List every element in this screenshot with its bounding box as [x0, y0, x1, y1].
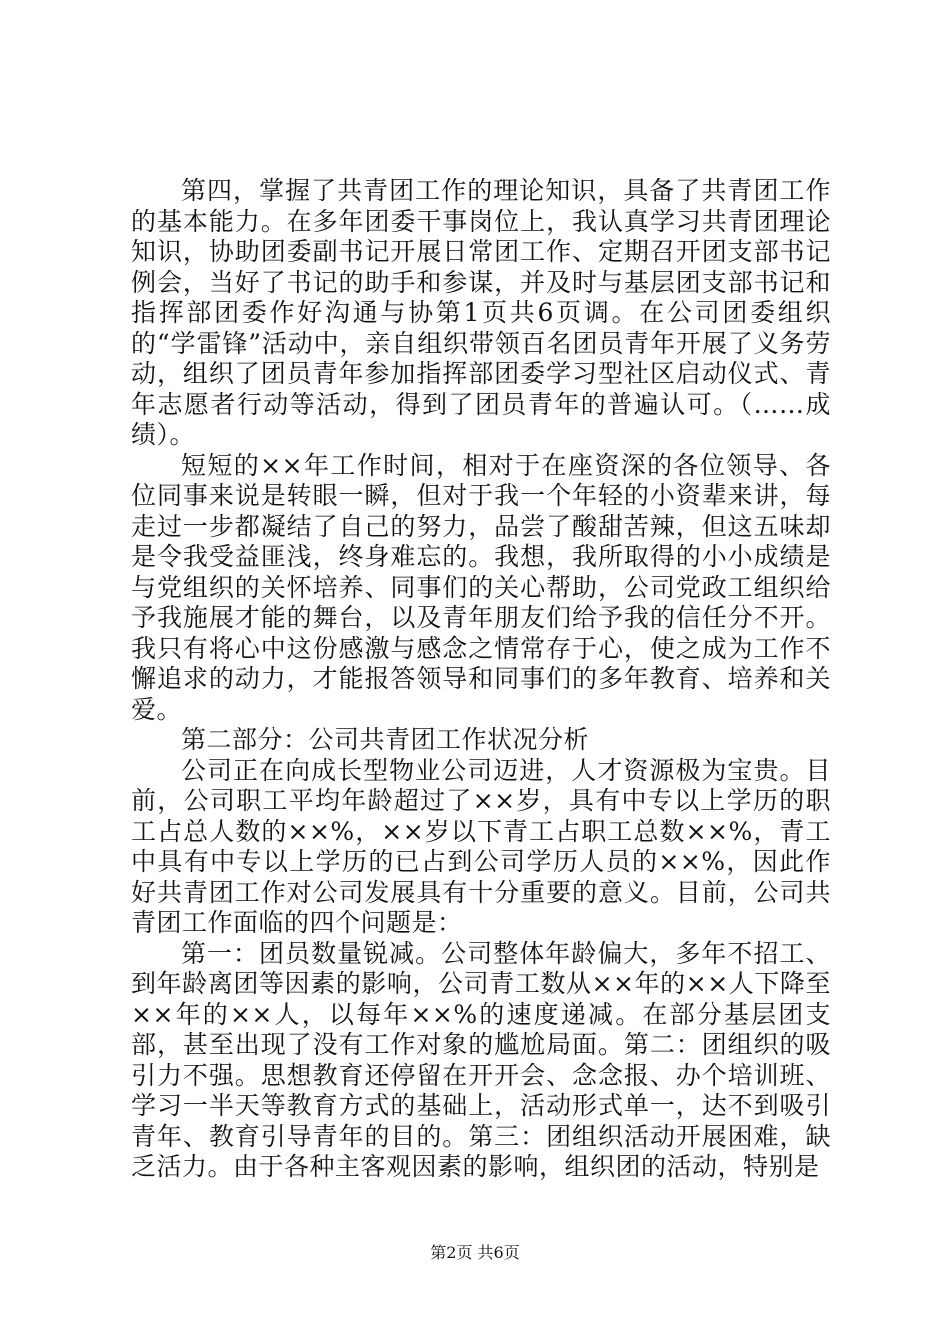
paragraph-achievement-four: 第四，掌握了共青团工作的理论知识，具备了共青团工作的基本能力。在多年团委干事岗位上，我认真学习共青团理论知识，协助团委副书记开展日常团工作、定期召开团支部书记例会，当好了书记的助手和参谋，并及时与基层团支部书记和指挥部团委作好沟通与协第1页共6页调。在公司团委组织的“学雷锋”活动中，亲自组织带领百名团员青年开展了义务劳动，组织了团员青年参加指挥部团委学习型社区启动仪式、青年志愿者行动等活动，得到了团员青年的普遍认可。（……成绩）。 [131, 176, 831, 449]
document-body [131, 176, 831, 1183]
paragraph-gratitude: 短短的××年工作时间，相对于在座资深的各位领导、各位同事来说是转眼一瞬，但对于我一个年轻的小资辈来讲，每走过一步都凝结了自己的努力，品尝了酸甜苦辣，但这五味却是令我受益匪浅，终身难忘的。我想，我所取得的小小成绩是与党组织的关怀培养、同事们的关心帮助，公司党政工组织给予我施展才能的舞台，以及青年朋友们给予我的信任分不开。我只有将心中这份感激与感念之情常存于心，使之成为工作不懈追求的动力，才能报答领导和同事们的多年教育、培养和关爱。 [131, 450, 831, 724]
page-footer: 第2页 共6页 [430, 1243, 520, 1262]
paragraph-problems: 第一：团员数量锐减。公司整体年龄偏大，多年不招工、到年龄离团等因素的影响，公司青工数从××年的××人下降至××年的××人，以每年××%的速度递减。在部分基层团支部，甚至出现了没有工作对象的尴尬局面。第二：团组织的吸引力不强。思想教育还停留在开开会、念念报、办个培训班、学习一半天等教育方式的基础上，活动形式单一，达不到吸引青年、教育引导青年的目的。第三：团组织活动开展困难，缺乏活力。由于各种主客观因素的影响，组织团的活动，特别是 [131, 938, 831, 1181]
section-heading-part-two: 第二部分：公司共青团工作状况分析 [181, 725, 590, 754]
paragraph-company-overview: 公司正在向成长型物业公司迈进，人才资源极为宝贵。目前，公司职工平均年龄超过了××岁，具有中专以上学历的职工占总人数的××%，××岁以下青工占职工总数××%，青工中具有中专以上学历的已占到公司学历人员的××%，因此作好共青团工作对公司发展具有十分重要的意义。目前，公司共青团工作面临的四个问题是： [131, 755, 831, 937]
